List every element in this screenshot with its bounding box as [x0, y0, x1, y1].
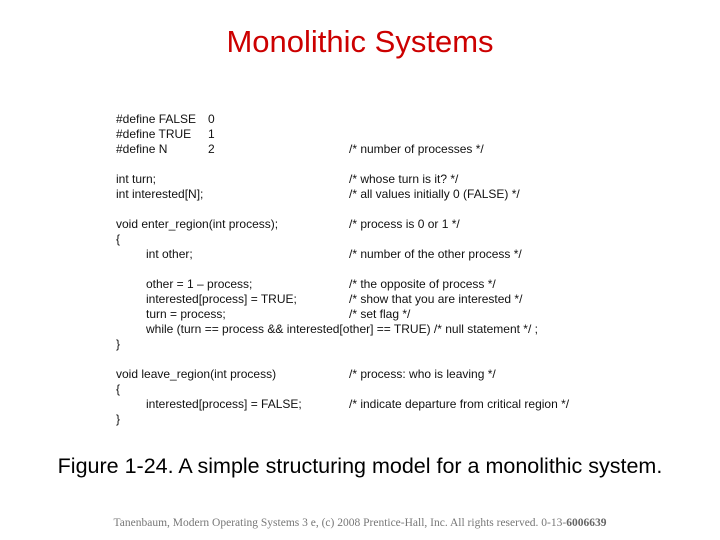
code-text: interested[process] = FALSE; — [146, 397, 302, 411]
code-comment: /* indicate departure from critical region */ — [349, 397, 570, 411]
footer-isbn-suffix: 6006639 — [566, 517, 607, 529]
code-text: void leave_region(int process) — [116, 367, 277, 381]
code-line — [116, 142, 484, 157]
code-text: { — [116, 382, 121, 396]
code-line — [116, 337, 129, 352]
figure-caption: Figure 1-24. A simple structuring model for a monolithic system. — [57, 454, 663, 478]
code-comment: /* all values initially 0 (FALSE) */ — [349, 187, 520, 201]
code-comment: /* show that you are interested */ — [349, 292, 523, 306]
code-line — [116, 412, 129, 427]
code-text: int turn; — [116, 172, 157, 186]
code-line — [116, 127, 215, 142]
code-line — [116, 187, 520, 202]
code-line — [116, 217, 460, 232]
code-text: while (turn == process && interested[other] == TRUE) /* null statement */ ; — [146, 322, 538, 336]
code-comment: /* number of the other process */ — [349, 247, 522, 261]
code-line — [116, 247, 522, 262]
code-text: } — [116, 412, 121, 426]
code-line — [116, 367, 496, 382]
code-text: int interested[N]; — [116, 187, 204, 201]
code-text: #define N — [116, 142, 168, 156]
code-comment: /* process: who is leaving */ — [349, 367, 496, 381]
code-comment: /* number of processes */ — [349, 142, 484, 156]
code-line — [116, 322, 538, 337]
code-line — [116, 232, 129, 247]
code-comment: /* set flag */ — [349, 307, 411, 321]
code-value: 0 — [208, 112, 215, 126]
code-text: } — [116, 337, 121, 351]
code-line — [116, 112, 215, 127]
code-value: 2 — [208, 142, 215, 156]
code-comment: /* whose turn is it? */ — [349, 172, 459, 186]
code-line — [116, 307, 411, 322]
footer-text: Tanenbaum, Modern Operating Systems 3 e, (c) 2008 Prentice-Hall, Inc. All rights reserved. 0-13- — [113, 517, 567, 529]
copyright-footer — [0, 517, 720, 529]
code-text: other = 1 – process; — [146, 277, 253, 291]
code-line — [116, 292, 523, 307]
code-text: interested[process] = TRUE; — [146, 292, 297, 306]
code-text: #define FALSE — [116, 112, 197, 126]
code-line — [116, 397, 570, 412]
code-line — [116, 382, 129, 397]
code-comment: /* process is 0 or 1 */ — [349, 217, 460, 231]
slide-title: Monolithic Systems — [226, 24, 494, 59]
code-text: int other; — [146, 247, 193, 261]
code-text: #define TRUE — [116, 127, 192, 141]
code-line — [116, 277, 496, 292]
code-comment: /* the opposite of process */ — [349, 277, 496, 291]
code-figure — [116, 110, 596, 425]
code-text: { — [116, 232, 121, 246]
code-line — [116, 172, 459, 187]
code-value: 1 — [208, 127, 215, 141]
code-text: turn = process; — [146, 307, 226, 321]
code-text: void enter_region(int process); — [116, 217, 279, 231]
